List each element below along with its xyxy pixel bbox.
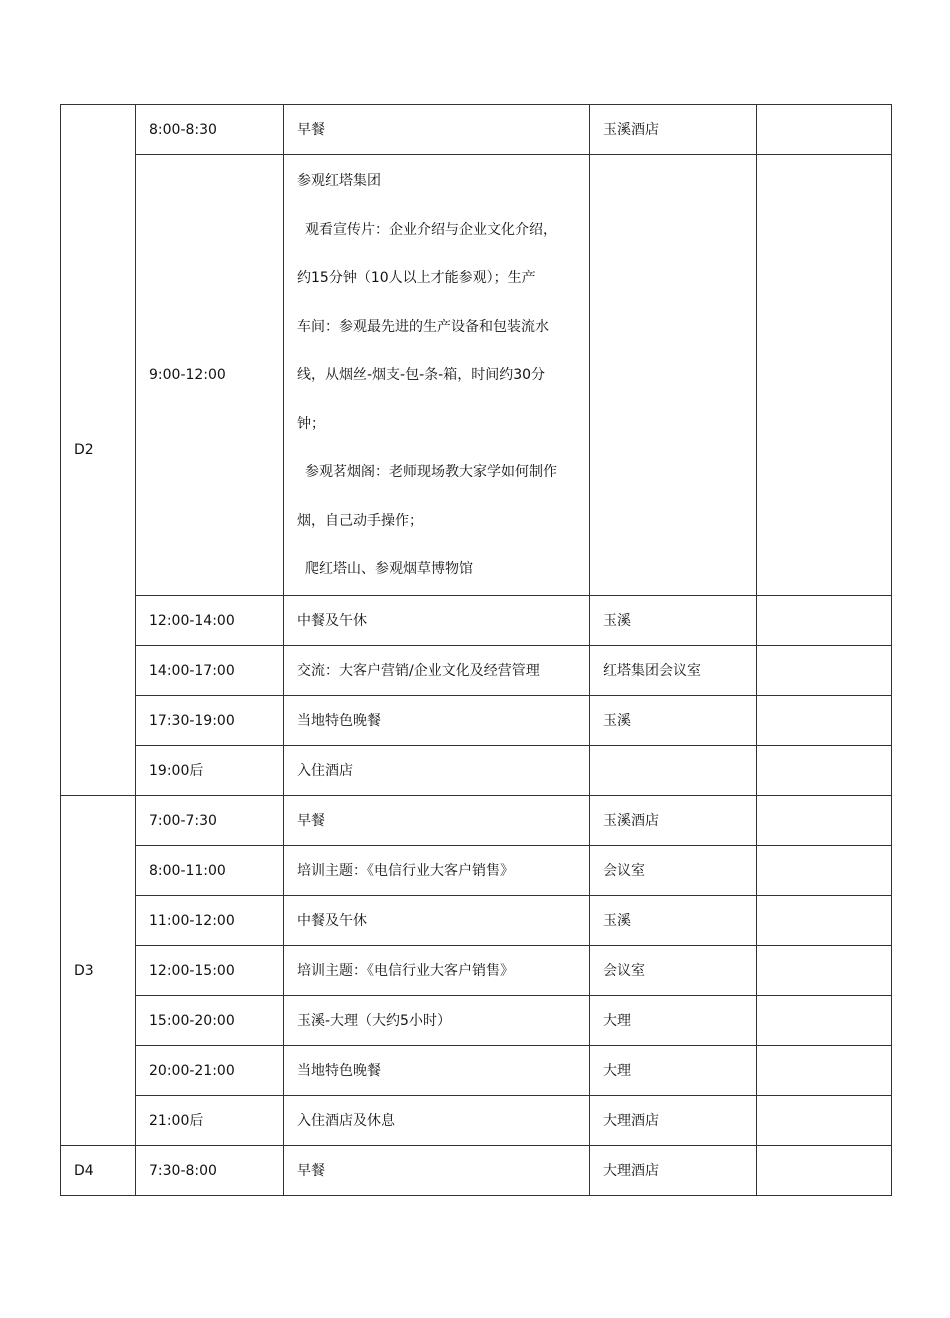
table-row <box>61 646 892 696</box>
time-cell: 21:00后 <box>136 1096 284 1146</box>
table-row <box>61 1146 892 1196</box>
time-cell: 11:00-12:00 <box>136 896 284 946</box>
table-row <box>61 696 892 746</box>
location-cell: 会议室 <box>590 946 757 996</box>
table-row <box>61 1096 892 1146</box>
table-row <box>61 896 892 946</box>
table-row <box>61 996 892 1046</box>
time-cell: 15:00-20:00 <box>136 996 284 1046</box>
day-cell: D3 <box>61 796 136 1146</box>
activity-cell <box>284 155 590 596</box>
time-cell: 19:00后 <box>136 746 284 796</box>
activity-cell: 玉溪-大理（大约5小时） <box>284 996 590 1046</box>
location-cell: 玉溪酒店 <box>590 105 757 155</box>
time-cell: 12:00-14:00 <box>136 596 284 646</box>
activity-line: 钟； <box>297 415 325 432</box>
table-row <box>61 105 892 155</box>
activity-line: 参观茗烟阁：老师现场教大家学如何制作 <box>305 464 557 480</box>
note-cell <box>757 1146 892 1196</box>
day-cell: D2 <box>61 105 136 796</box>
location-cell: 大理 <box>590 996 757 1046</box>
location-cell <box>590 155 757 596</box>
day-cell: D4 <box>61 1146 136 1196</box>
table-row <box>61 846 892 896</box>
activity-line: 参观红塔集团 <box>297 173 381 189</box>
location-cell: 玉溪酒店 <box>590 796 757 846</box>
time-cell: 17:30-19:00 <box>136 696 284 746</box>
activity-line: 线，从烟丝-烟支-包-条-箱，时间约30分 <box>297 367 546 383</box>
note-cell <box>757 746 892 796</box>
activity-cell: 培训主题：《电信行业大客户销售》 <box>284 946 590 996</box>
activity-cell: 中餐及午休 <box>284 596 590 646</box>
note-cell <box>757 646 892 696</box>
location-cell: 玉溪 <box>590 896 757 946</box>
note-cell <box>757 796 892 846</box>
time-cell: 20:00-21:00 <box>136 1046 284 1096</box>
activity-cell: 早餐 <box>284 796 590 846</box>
activity-line: 烟，自己动手操作； <box>297 512 423 529</box>
note-cell <box>757 155 892 596</box>
time-cell: 12:00-15:00 <box>136 946 284 996</box>
time-cell: 8:00-8:30 <box>136 105 284 155</box>
activity-cell: 入住酒店及休息 <box>284 1096 590 1146</box>
note-cell <box>757 946 892 996</box>
time-cell: 14:00-17:00 <box>136 646 284 696</box>
activity-cell: 培训主题：《电信行业大客户销售》 <box>284 846 590 896</box>
activity-cell: 早餐 <box>284 1146 590 1196</box>
note-cell <box>757 1046 892 1096</box>
activity-line: 约15分钟（10人以上才能参观）；生产 <box>297 270 536 286</box>
time-cell: 7:00-7:30 <box>136 796 284 846</box>
location-cell <box>590 746 757 796</box>
activity-line: 爬红塔山、参观烟草博物馆 <box>305 561 473 577</box>
activity-cell: 早餐 <box>284 105 590 155</box>
time-cell: 7:30-8:00 <box>136 1146 284 1196</box>
table-row <box>61 946 892 996</box>
note-cell <box>757 596 892 646</box>
location-cell: 玉溪 <box>590 596 757 646</box>
note-cell <box>757 696 892 746</box>
activity-line: 观看宣传片：企业介绍与企业文化介绍， <box>305 221 557 238</box>
activity-cell: 当地特色晚餐 <box>284 696 590 746</box>
activity-cell: 交流：大客户营销/企业文化及经营管理 <box>284 646 590 696</box>
itinerary-table <box>60 104 892 1196</box>
location-cell: 玉溪 <box>590 696 757 746</box>
location-cell: 大理酒店 <box>590 1146 757 1196</box>
location-cell: 大理 <box>590 1046 757 1096</box>
table-row <box>61 796 892 846</box>
note-cell <box>757 846 892 896</box>
note-cell <box>757 105 892 155</box>
note-cell <box>757 996 892 1046</box>
time-cell: 8:00-11:00 <box>136 846 284 896</box>
table-row <box>61 596 892 646</box>
location-cell: 会议室 <box>590 846 757 896</box>
table-row <box>61 155 892 596</box>
table-row <box>61 1046 892 1096</box>
activity-cell: 入住酒店 <box>284 746 590 796</box>
time-cell: 9:00-12:00 <box>136 155 284 596</box>
note-cell <box>757 1096 892 1146</box>
activity-cell: 中餐及午休 <box>284 896 590 946</box>
table-row <box>61 746 892 796</box>
activity-cell: 当地特色晚餐 <box>284 1046 590 1096</box>
note-cell <box>757 896 892 946</box>
location-cell: 大理酒店 <box>590 1096 757 1146</box>
location-cell: 红塔集团会议室 <box>590 646 757 696</box>
activity-line: 车间：参观最先进的生产设备和包装流水 <box>297 318 549 335</box>
